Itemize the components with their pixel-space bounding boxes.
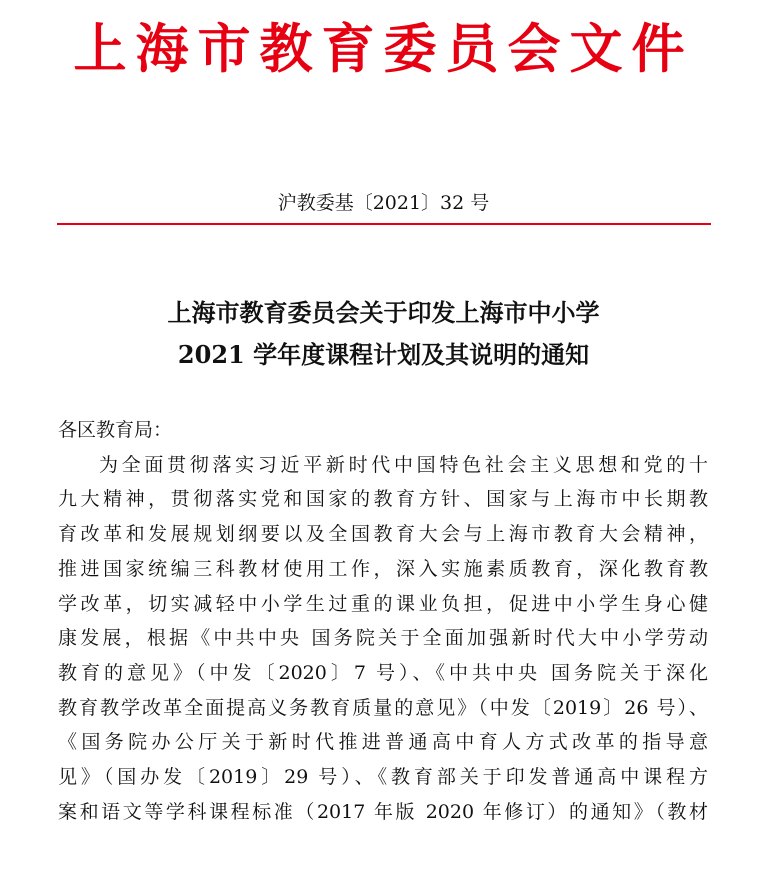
- masthead-title: 上海市教育委员会文件: [73, 18, 694, 80]
- body-line: 推进国家统编三科教材使用工作，深入实施素质教育，深化教育教: [58, 557, 708, 580]
- body-line: 《国务院办公厅关于新时代推进普通高中育人方式改革的指导意: [58, 731, 708, 754]
- red-divider-line: [57, 223, 711, 225]
- body-line: 教育教学改革全面提高义务教育质量的意见》（中发〔2019〕26 号）、: [58, 696, 708, 719]
- document-title: [0, 292, 767, 376]
- body-line: 案和语文等学科课程标准（2017 年版 2020 年修订）的通知》（教材: [58, 800, 708, 823]
- body-line: 九大精神，贯彻落实党和国家的教育方针、国家与上海市中长期教: [58, 488, 708, 511]
- body-line: 见》（国办发〔2019〕29 号）、《教育部关于印发普通高中课程方: [58, 766, 708, 789]
- title-line: 上海市教育委员会关于印发上海市中小学: [167, 298, 600, 327]
- body-line: 教育的意见》（中发〔2020〕7 号）、《中共中央 国务院关于深化: [58, 661, 708, 684]
- document-body: [58, 413, 708, 829]
- document-number: 沪教委基〔2021〕32 号: [277, 192, 490, 214]
- body-line: 育改革和发展规划纲要以及全国教育大会与上海市教育大会精神，: [58, 523, 708, 546]
- salutation: 各区教育局：: [58, 419, 173, 441]
- body-line: 康发展，根据《中共中央 国务院关于全面加强新时代大中小学劳动: [58, 627, 708, 650]
- body-line: 为全面贯彻落实习近平新时代中国特色社会主义思想和党的十: [99, 453, 708, 476]
- title-line: 2021 学年度课程计划及其说明的通知: [177, 340, 590, 369]
- body-line: 学改革，切实减轻中小学生过重的课业负担，促进中小学生身心健: [58, 592, 708, 615]
